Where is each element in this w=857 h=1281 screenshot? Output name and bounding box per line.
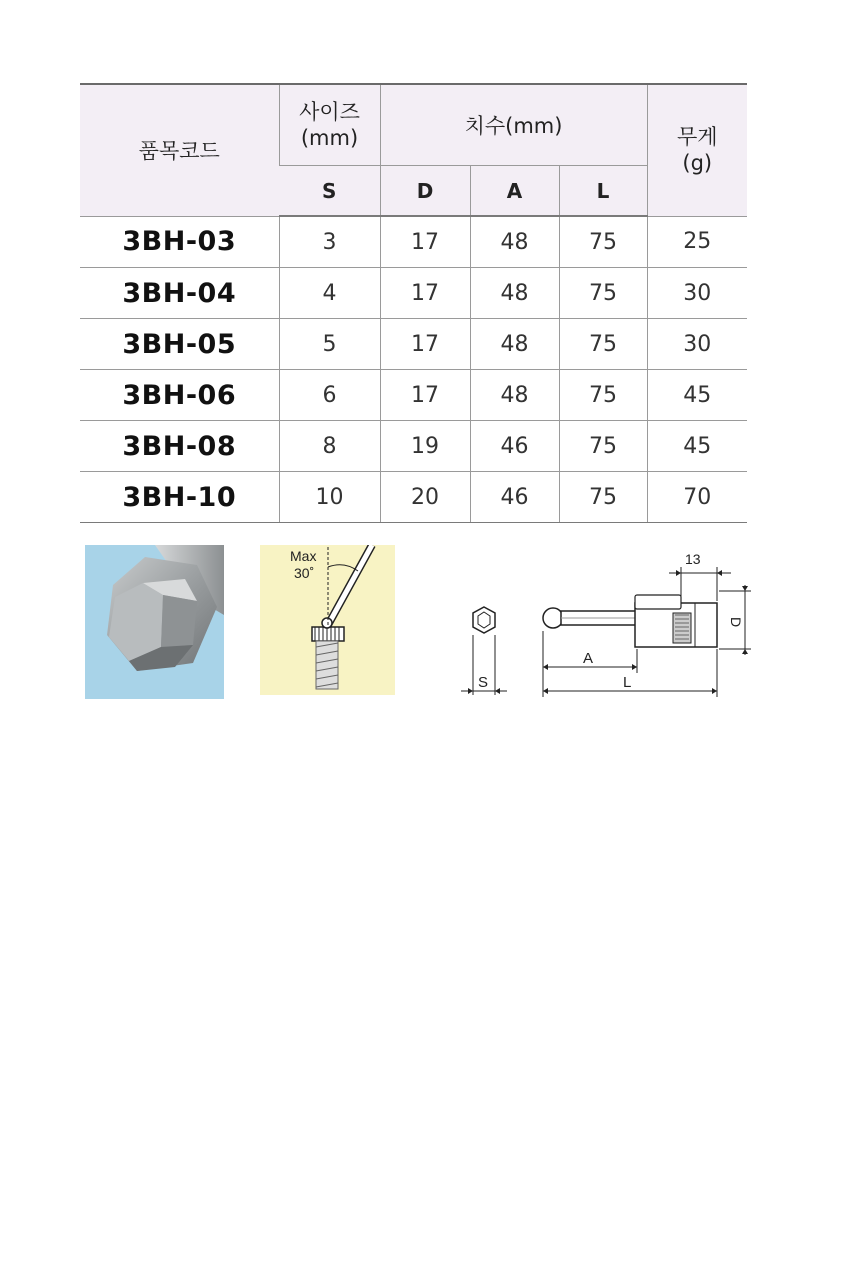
header-dims: 치수(mm) — [380, 84, 647, 166]
header-size-unit: (mm) — [300, 126, 359, 150]
ball-hex-tip-photo — [85, 545, 224, 699]
cell-s: 5 — [279, 319, 380, 370]
header-size-label: 사이즈 — [299, 100, 360, 124]
cell-l: 75 — [559, 216, 647, 268]
cell-code: 3BH-04 — [80, 268, 279, 319]
cell-weight: 25 — [647, 216, 747, 268]
header-size — [279, 84, 380, 166]
table-row — [80, 370, 747, 421]
cell-s: 10 — [279, 472, 380, 523]
cell-code: 3BH-10 — [80, 472, 279, 523]
d-dim-label: D — [728, 617, 744, 628]
cell-s: 4 — [279, 268, 380, 319]
cell-a: 46 — [470, 421, 559, 472]
s-dim-label: S — [478, 674, 489, 691]
cell-code: 3BH-08 — [80, 421, 279, 472]
table-row — [80, 268, 747, 319]
table-row — [80, 421, 747, 472]
header-d: D — [380, 166, 470, 217]
hex-end-view-diagram — [455, 595, 515, 700]
header-code: 품목코드 — [80, 84, 279, 216]
cell-d: 19 — [380, 421, 470, 472]
cell-s: 6 — [279, 370, 380, 421]
cell-l: 75 — [559, 421, 647, 472]
cell-d: 17 — [380, 319, 470, 370]
l-dim-label: L — [623, 674, 632, 691]
header-weight-unit: (g) — [682, 151, 713, 176]
a-dim-label: A — [583, 650, 594, 667]
max-angle-diagram — [260, 545, 395, 695]
cell-code: 3BH-05 — [80, 319, 279, 370]
header-l: L — [559, 166, 647, 217]
side-view-dimension-diagram — [535, 545, 755, 700]
angle-label: 30˚ — [294, 565, 315, 581]
cell-l: 75 — [559, 319, 647, 370]
cell-a: 48 — [470, 268, 559, 319]
header-weight-label: 무게 — [676, 125, 718, 150]
table-row — [80, 472, 747, 523]
cell-a: 46 — [470, 472, 559, 523]
table-row — [80, 319, 747, 370]
cell-weight: 30 — [647, 268, 747, 319]
cell-d: 17 — [380, 216, 470, 268]
cell-d: 17 — [380, 370, 470, 421]
spec-table — [80, 83, 747, 523]
dim-13-label: 13 — [685, 551, 701, 567]
cell-a: 48 — [470, 216, 559, 268]
cell-s: 8 — [279, 421, 380, 472]
cell-s: 3 — [279, 216, 380, 268]
header-a: A — [470, 166, 559, 217]
cell-l: 75 — [559, 472, 647, 523]
cell-d: 17 — [380, 268, 470, 319]
cell-weight: 45 — [647, 421, 747, 472]
cell-l: 75 — [559, 370, 647, 421]
table-row — [80, 216, 747, 268]
cell-weight: 70 — [647, 472, 747, 523]
cell-weight: 45 — [647, 370, 747, 421]
header-weight — [647, 84, 747, 216]
cell-l: 75 — [559, 268, 647, 319]
header-s: S — [279, 166, 380, 217]
cell-a: 48 — [470, 319, 559, 370]
cell-code: 3BH-03 — [80, 216, 279, 268]
max-label: Max — [290, 548, 317, 564]
cell-a: 48 — [470, 370, 559, 421]
cell-code: 3BH-06 — [80, 370, 279, 421]
cell-d: 20 — [380, 472, 470, 523]
cell-weight: 30 — [647, 319, 747, 370]
